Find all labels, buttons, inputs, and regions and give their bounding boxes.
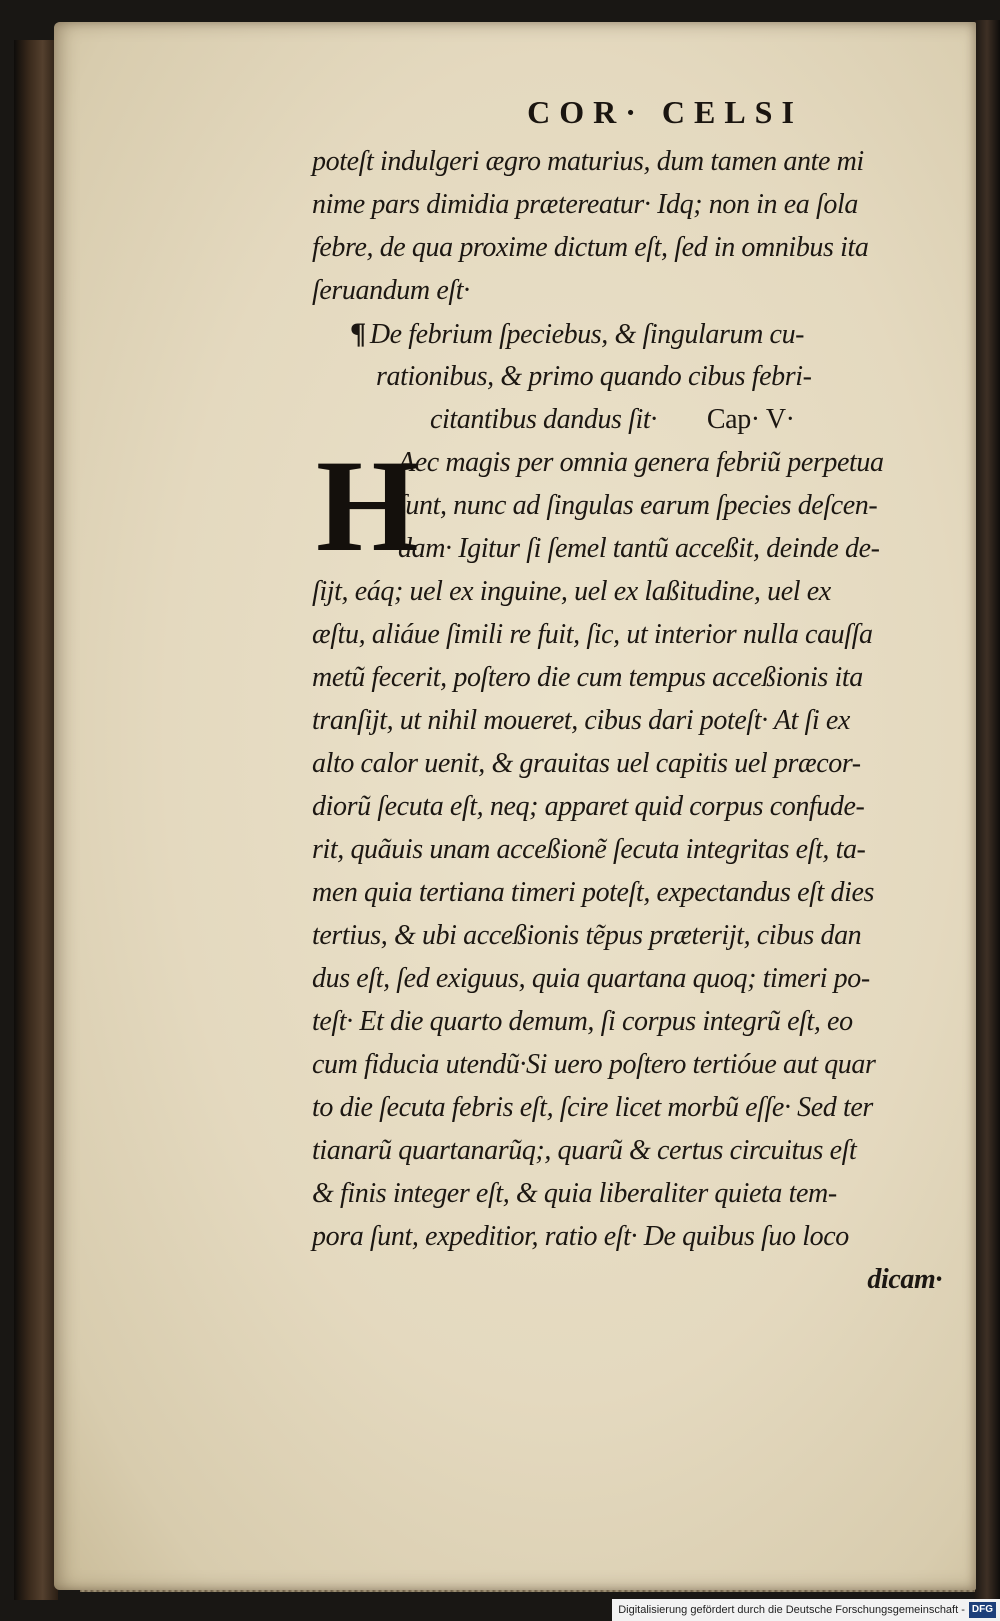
running-head: COR· CELSI: [527, 94, 803, 130]
text-block: [312, 140, 952, 1301]
chapter-heading-text: De febrium ſpeciebus, & ſingularum cu-: [369, 319, 805, 350]
chapter-heading-line-2: rationibus, & primo quando cibus febri-: [376, 361, 812, 392]
drop-cap-initial: H: [316, 432, 419, 579]
text-line: nime pars dimidia prætereatur· Idq; non in ea ſola: [312, 189, 858, 220]
book-spine-edge: [14, 40, 58, 1600]
digitization-stamp: [612, 1599, 1000, 1621]
text-line: alto calor uenit, & grauitas uel capitis uel præcor-: [312, 748, 861, 779]
text-line: ſunt, nunc ad ſingulas earum ſpecies deſcen-: [398, 490, 878, 521]
chapter-heading-text: citantibus dandus ſit·: [430, 404, 657, 435]
text-line: ſijt, eáq; uel ex inguine, uel ex laßitudine, uel ex: [312, 576, 831, 607]
chapter-body: [312, 432, 952, 1301]
text-line: & finis integer eſt, & quia liberaliter quieta tem-: [312, 1178, 837, 1209]
text-line: diorũ ſecuta eſt, neq; apparet quid corpus confude-: [312, 791, 865, 822]
text-line: Aec magis per omnia genera febriũ perpetua: [398, 447, 884, 478]
digitization-note: Digitalisierung gefördert durch die Deutsche Forschungsgemeinschaft -: [618, 1604, 965, 1616]
text-line: pora ſunt, expeditior, ratio eſt· De quibus ſuo loco: [312, 1221, 849, 1252]
text-line: ſeruandum eſt·: [312, 275, 470, 306]
text-line: to die ſecuta febris eſt, ſcire licet morbũ eſſe· Sed ter: [312, 1092, 873, 1123]
text-line: tertius, & ubi acceßionis tẽpus præterijt, cibus dan: [312, 920, 862, 951]
text-line: men quia tertiana timeri poteſt, expectandus eſt dies: [312, 877, 875, 908]
text-line: febre, de qua proxime dictum eſt, ſed in omnibus ita: [312, 232, 869, 263]
text-line: poteſt indulgeri ægro maturius, dum tamen ante mi: [312, 146, 864, 177]
text-line: tranſijt, ut nihil moueret, cibus dari poteſt· At ſi ex: [312, 705, 850, 736]
book-page: [54, 22, 976, 1590]
text-line: tianarũ quartanarũq;, quarũ & certus circuitus eſt: [312, 1135, 857, 1166]
text-line: teſt· Et die quarto demum, ſi corpus integrũ eſt, eo: [312, 1006, 853, 1037]
text-line: dus eſt, ſed exiguus, quia quartana quoq; timeri po-: [312, 963, 870, 994]
text-line: æſtu, aliáue ſimili re fuit, ſic, ut interior nulla cauſſa: [312, 619, 873, 650]
chapter-number: Cap· V·: [706, 404, 795, 435]
text-line: metũ fecerit, poſtero die cum tempus acceßionis ita: [312, 662, 863, 693]
pilcrow-icon: ¶: [350, 317, 366, 350]
text-line: rit, quãuis unam acceßionẽ ſecuta integritas eſt, ta-: [312, 834, 866, 865]
chapter-heading-line-1: [312, 312, 952, 355]
text-line: cum fiducia utendũ·Si uero poſtero tertióue aut quar: [312, 1049, 876, 1080]
catchword: dicam·: [867, 1264, 942, 1295]
text-line: dam· Igitur ſi ſemel tantũ acceßit, deinde de-: [398, 533, 880, 564]
book-fore-edge: [974, 20, 1000, 1600]
dfg-logo: DFG: [969, 1602, 996, 1618]
